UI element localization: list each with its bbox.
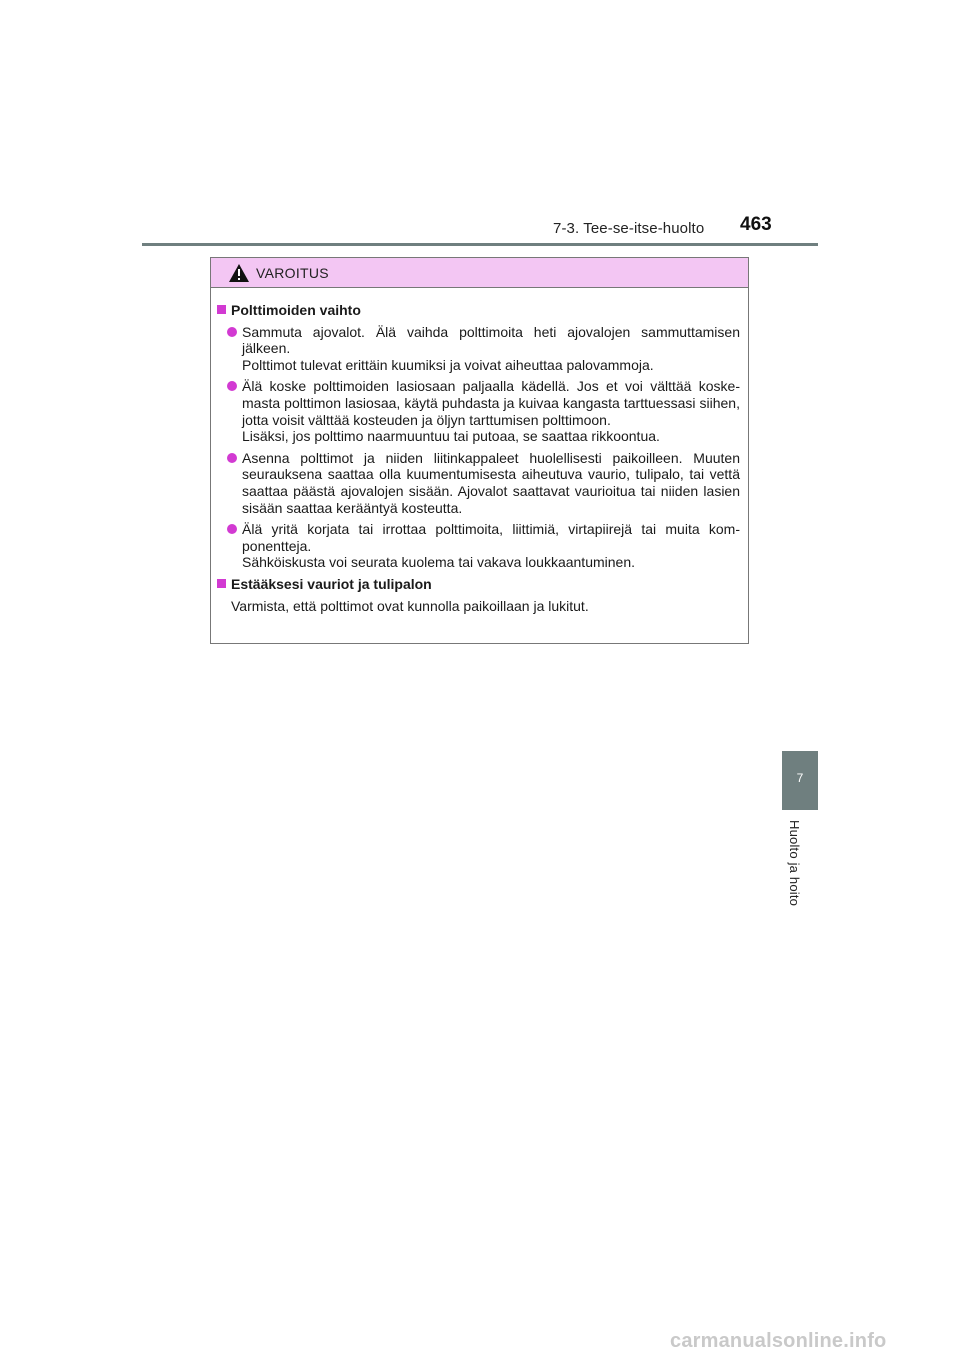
chapter-label: Huolto ja hoito <box>787 820 802 907</box>
watermark: carmanualsonline.info <box>670 1330 887 1352</box>
circle-bullet-icon <box>227 453 237 463</box>
section-heading: Estääksesi vauriot ja tulipalon <box>217 576 740 593</box>
section-body: Varmista, että polttimot ovat kunnolla paikoillaan ja lukitut. <box>231 597 589 614</box>
circle-bullet-icon <box>227 381 237 391</box>
item-text: Sähköiskusta voi seurata kuolema tai vakava loukkaantuminen. <box>242 554 635 571</box>
item-text: Asenna polttimot ja niiden liitinkappaleet huolellisesti paikoilleen. Muuten seurauksena saattaa olla kuumentumisesta aiheutuva vaurio, tulipalo, tai vettä saattaa päästä ajovalojen sisään. Ajovalot saattavat vaurioitua tai niiden lasien sisään saattaa kerääntyä kosteutta. <box>242 449 740 516</box>
list-item <box>217 450 740 516</box>
item-text: Polttimot tulevat erittäin kuumiksi ja voivat aiheuttaa palovammoja. <box>242 356 654 373</box>
list-item <box>217 324 740 374</box>
item-text: Älä yritä korjata tai irrottaa polttimoita, liittimiä, virtapiirejä tai muita kom-ponentteja. <box>242 521 740 554</box>
warning-box <box>210 257 749 644</box>
square-marker-icon <box>217 305 226 314</box>
warning-header <box>211 258 748 288</box>
section-heading: Polttimoiden vaihto <box>217 302 740 319</box>
warning-triangle-icon <box>228 263 250 283</box>
item-text: Sammuta ajovalot. Älä vaihda polttimoita heti ajovalojen sammuttamisen jälkeen. <box>242 323 740 357</box>
chapter-tab[interactable] <box>782 751 818 810</box>
list-item <box>217 521 740 571</box>
list-item <box>217 378 740 444</box>
circle-bullet-icon <box>227 327 237 337</box>
chapter-number: 7 <box>796 771 804 785</box>
header-divider <box>142 243 818 246</box>
item-text: Älä koske polttimoiden lasiosaan paljaalla kädellä. Jos et voi välttää koske-masta polttimon lasiosaa, käytä puhdasta ja kuivaa kangasta tarttuessasi siihen, jotta voisit välttää kosteuden ja öljyn tarttumisen polttimoon. <box>242 378 740 428</box>
page-number: 463 <box>740 214 772 235</box>
item-text: Lisäksi, jos polttimo naarmuuntuu tai putoaa, se saattaa rikkoontua. <box>242 428 660 445</box>
circle-bullet-icon <box>227 524 237 534</box>
warning-title: VAROITUS <box>256 265 329 281</box>
warning-body <box>211 288 748 614</box>
square-marker-icon <box>217 579 226 588</box>
section-title: 7-3. Tee-se-itse-huolto <box>553 220 705 237</box>
